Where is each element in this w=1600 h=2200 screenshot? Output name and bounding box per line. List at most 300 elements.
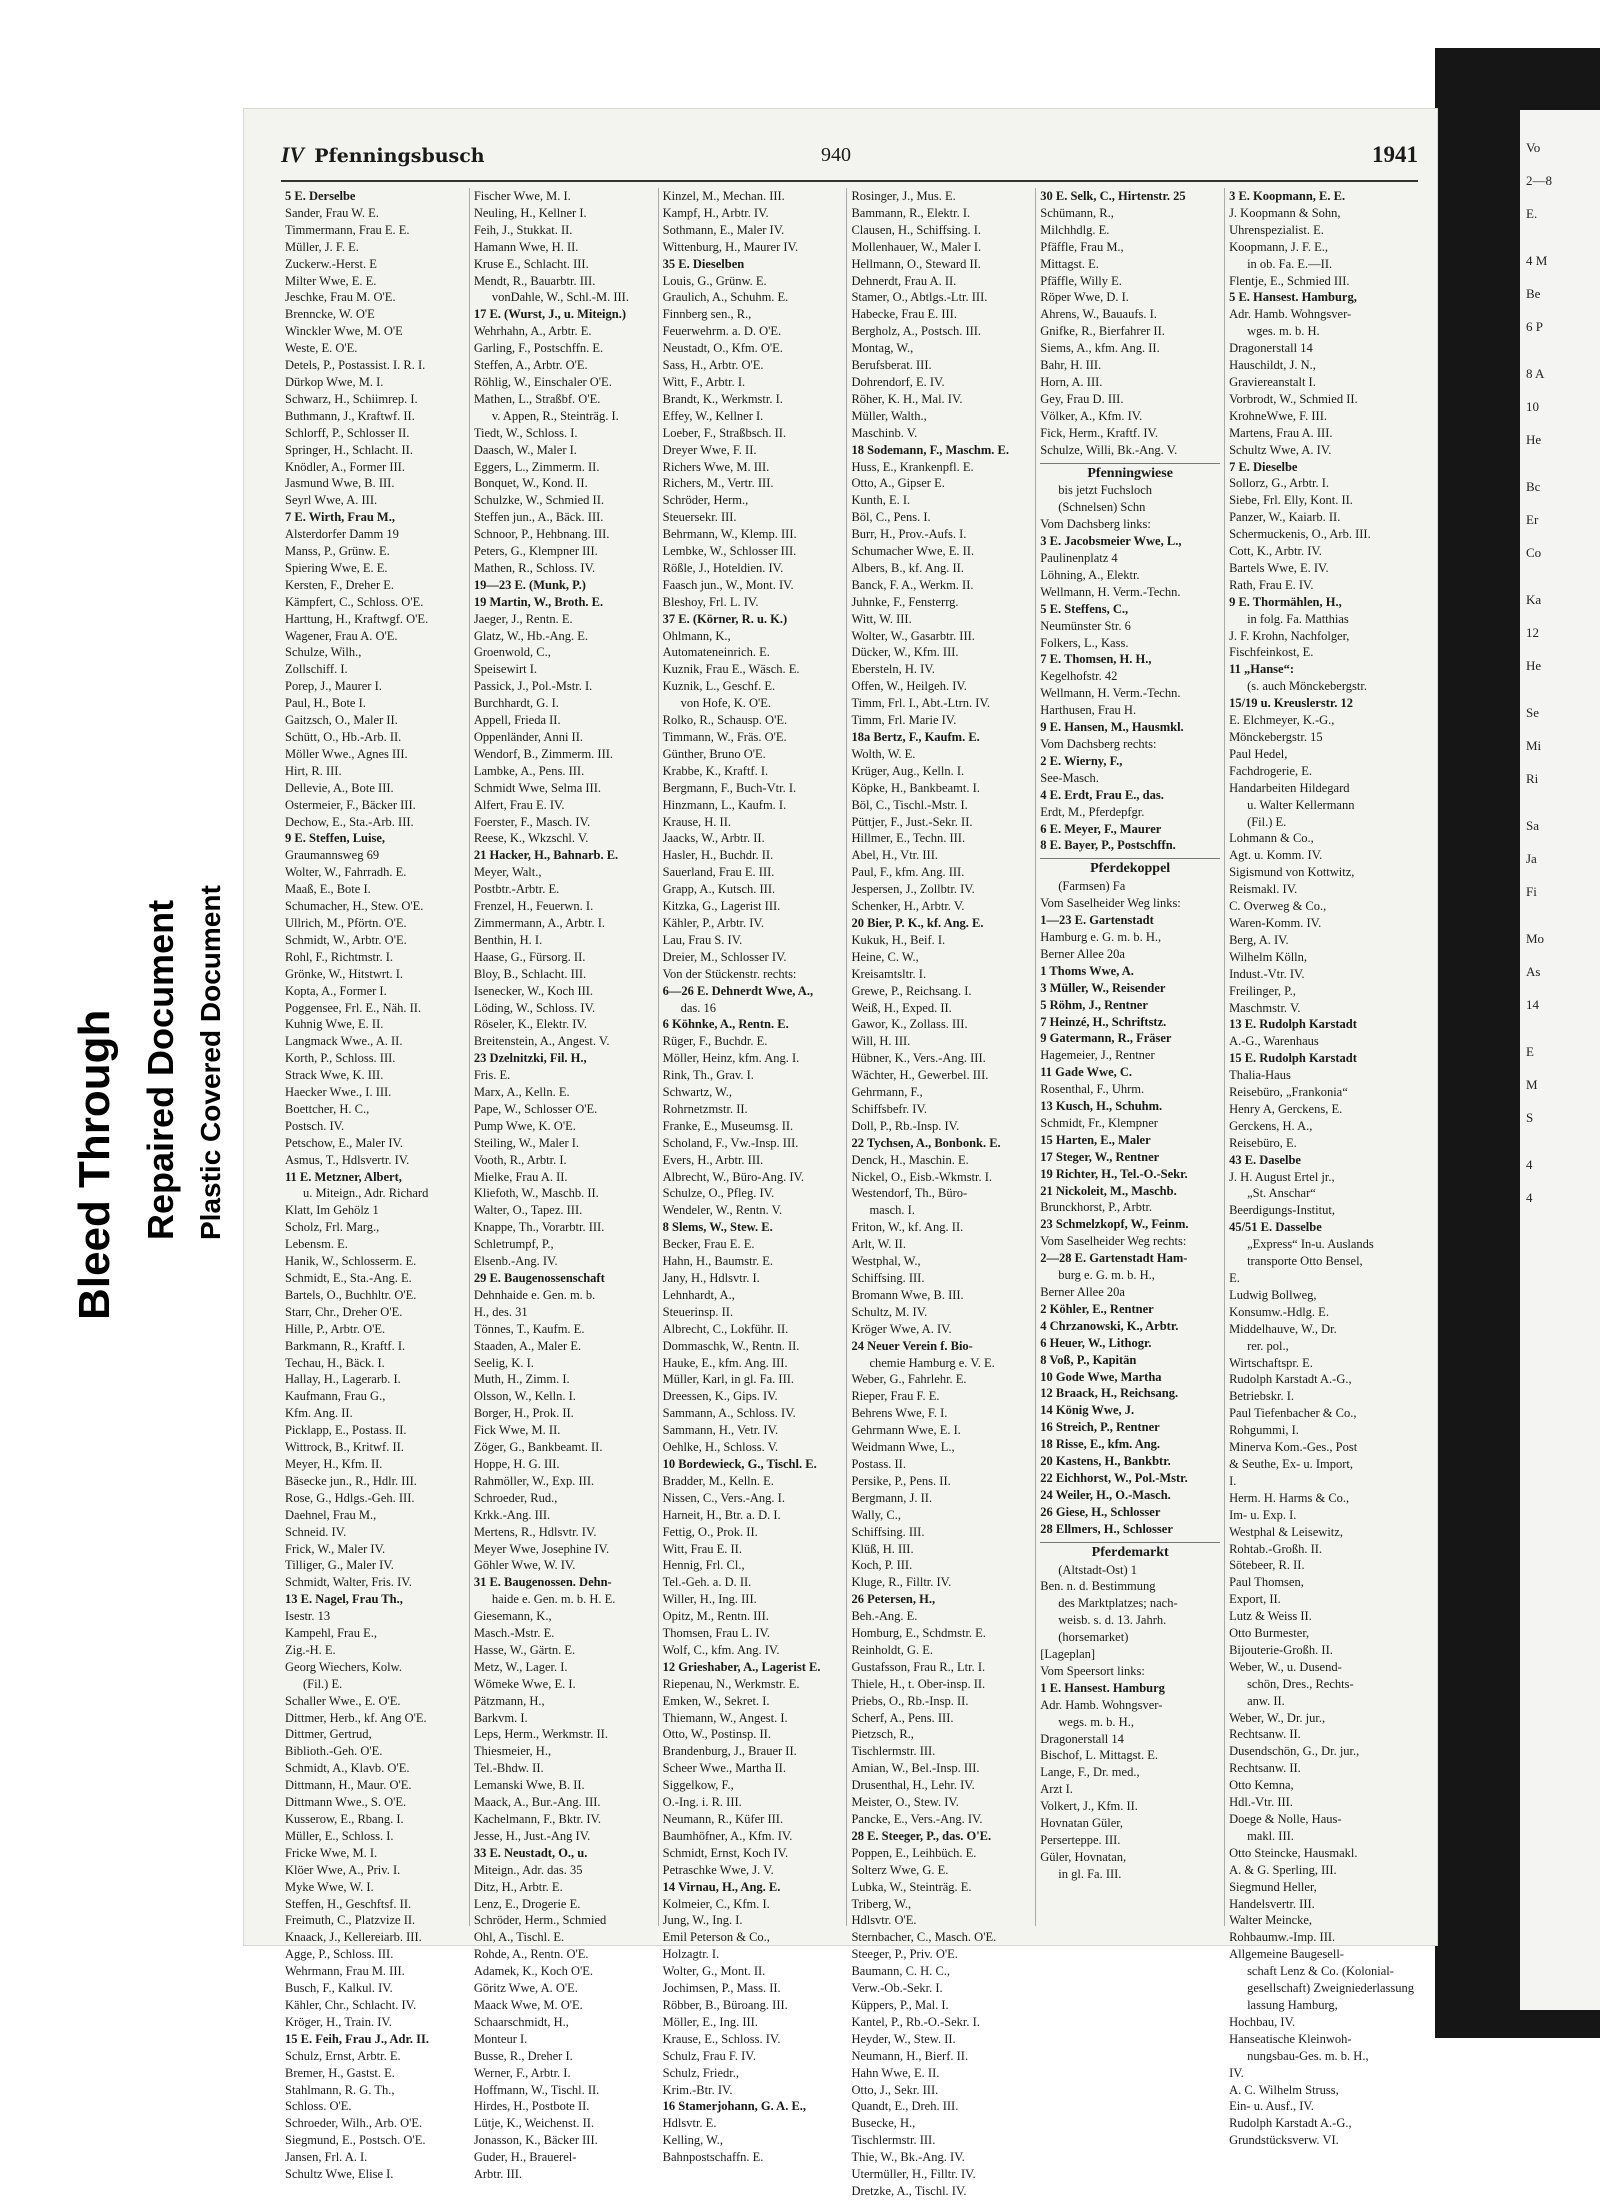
directory-entry: Dechow, E., Sta.-Arb. III. bbox=[285, 814, 414, 829]
directory-entry: (Fil.) E. bbox=[303, 1676, 343, 1691]
directory-entry: Adr. Hamb. Wohngsver- bbox=[1229, 307, 1352, 322]
directory-entry: Röher, K. H., Mal. IV. bbox=[851, 391, 963, 406]
directory-entry: Jespersen, J., Zollbtr. IV. bbox=[851, 882, 975, 897]
directory-entry: Schulzke, W., Schmied II. bbox=[473, 493, 605, 508]
directory-entry: 31 E. Baugenossen. Dehn- bbox=[473, 1575, 612, 1590]
directory-entry: Dehnhaide e. Gen. m. b. bbox=[473, 1287, 596, 1302]
directory-entry: Petschow, E., Maler IV. bbox=[285, 1135, 404, 1150]
next-page-fragment: 12 bbox=[1526, 625, 1539, 640]
directory-entry: (s. auch Mönckebergstr. bbox=[1247, 679, 1367, 694]
directory-entry: Kachelmann, F., Bktr. IV. bbox=[473, 1812, 602, 1826]
directory-entry: Erdt, M., Pferdepfgr. bbox=[1040, 804, 1145, 819]
directory-entry: Werner, F., Arbtr. I. bbox=[473, 2065, 571, 2080]
directory-entry: transporte Otto Bensel, bbox=[1247, 1254, 1363, 1269]
directory-entry: Vom Dachsberg rechts: bbox=[1040, 737, 1157, 751]
directory-entry: Mollenhauer, W., Maler I. bbox=[851, 239, 982, 254]
directory-entry: A.-G., Warenhaus bbox=[1229, 1034, 1319, 1049]
directory-entry: Otto Kemna, bbox=[1229, 1778, 1294, 1793]
directory-entry: Berufsberat. III. bbox=[851, 358, 932, 373]
directory-entry: H., des. 31 bbox=[473, 1304, 528, 1319]
directory-entry: Offen, W., Heilgeh. IV. bbox=[851, 679, 967, 694]
directory-entry: Siegmund, E., Postsch. O'E. bbox=[285, 2133, 426, 2148]
directory-entry: Effey, W., Kellner I. bbox=[662, 408, 764, 423]
directory-entry: Evers, H., Arbtr. III. bbox=[662, 1152, 764, 1167]
directory-entry: Flentje, E., Schmied III. bbox=[1229, 273, 1350, 288]
directory-entry: rer. pol., bbox=[1247, 1338, 1289, 1353]
directory-entry: Weidmann Wwe, L., bbox=[851, 1440, 955, 1455]
directory-entry: Möller, E., Ing. III. bbox=[662, 2014, 758, 2029]
directory-entry: Schnoor, P., Hehbnang. III. bbox=[473, 527, 610, 542]
directory-entry: Hagemeier, J., Rentner bbox=[1040, 1048, 1155, 1063]
directory-entry: Meyer, H., Kfm. II. bbox=[285, 1456, 383, 1471]
directory-entry: Müller, Walth., bbox=[851, 408, 927, 423]
directory-entry: Jaeger, J., Rentn. E. bbox=[473, 611, 573, 626]
directory-entry: Röbber, B., Büroang. III. bbox=[662, 1997, 788, 2012]
directory-entry: Thomsen, Frau L. IV. bbox=[662, 1626, 771, 1641]
directory-entry: Völker, A., Kfm. IV. bbox=[1040, 408, 1143, 423]
directory-entry: Kämpfert, C., Schloss. O'E. bbox=[285, 594, 424, 609]
directory-entry: Rieper, Frau F. E. bbox=[851, 1389, 940, 1404]
directory-entry: Thiele, H., t. Ober-insp. II. bbox=[851, 1676, 986, 1691]
directory-entry: 17 E. (Wurst, J., u. Miteign.) bbox=[473, 307, 627, 322]
directory-entry: Schröder, Herm., Schmied bbox=[473, 1913, 607, 1928]
directory-entry: Fischer Wwe, M. I. bbox=[473, 189, 571, 203]
directory-entry: Hoffmann, W., Tischl. II. bbox=[473, 2082, 600, 2097]
directory-entry: (Farmsen) Fa bbox=[1058, 879, 1126, 894]
directory-entry: Mertens, R., Hdlsvtr. IV. bbox=[473, 1524, 597, 1539]
directory-entry: Henry A, Gerckens, E. bbox=[1229, 1101, 1343, 1116]
column-2 bbox=[470, 188, 659, 2182]
next-page-fragment: Be bbox=[1526, 286, 1541, 301]
directory-entry: Harneit, H., Btr. a. D. I. bbox=[662, 1507, 781, 1522]
directory-entry: Zuckerw.-Herst. E bbox=[285, 256, 377, 271]
directory-entry: „St. Anschar“ bbox=[1247, 1186, 1316, 1201]
directory-entry: u. Walter Kellermann bbox=[1247, 797, 1355, 812]
label-plastic-covered: Plastic Covered Document bbox=[195, 885, 226, 1240]
directory-entry: Willer, H., Ing. III. bbox=[662, 1592, 757, 1607]
directory-entry: Reisebüro, „Frankonia“ bbox=[1229, 1085, 1348, 1100]
directory-entry: Pape, W., Schlosser O'E. bbox=[473, 1101, 598, 1116]
directory-entry: Göritz Wwe, A. O'E. bbox=[473, 1981, 578, 1996]
directory-entry: Schermuckenis, O., Arb. III. bbox=[1229, 527, 1371, 542]
directory-entry: Will, H. III. bbox=[851, 1034, 911, 1049]
directory-entry: Jany, H., Hdlsvtr. I. bbox=[662, 1271, 760, 1285]
directory-entry: Sollorz, G., Arbtr. I. bbox=[1229, 476, 1330, 491]
directory-entry: Rath, Frau E. IV. bbox=[1229, 577, 1314, 592]
directory-entry: 9 E. Hansen, M., Hausmkl. bbox=[1040, 720, 1184, 735]
directory-entry: Lau, Frau S. IV. bbox=[662, 932, 743, 947]
directory-entry: Jaacks, W., Arbtr. II. bbox=[662, 831, 765, 846]
directory-entry: 19—23 E. (Munk, P.) bbox=[473, 577, 586, 592]
directory-entry: Fachdrogerie, E. bbox=[1229, 763, 1313, 778]
directory-entry: Rose, G., Hdlgs.-Geh. III. bbox=[285, 1490, 415, 1505]
directory-entry: Glatz, W., Hb.-Ang. E. bbox=[473, 628, 589, 643]
street-heading: Pferdemarkt bbox=[1040, 1542, 1220, 1562]
next-page-fragments bbox=[1520, 138, 1600, 1207]
next-page-fragment: 8 A bbox=[1526, 366, 1545, 381]
directory-entry: Hdl.-Vtr. III. bbox=[1229, 1795, 1293, 1810]
column-6 bbox=[1225, 188, 1418, 2148]
directory-entry: Feuerwehrm. a. D. O'E. bbox=[662, 324, 782, 339]
directory-entry: Walter, O., Tapez. III. bbox=[473, 1203, 583, 1218]
directory-entry: Hauke, E., kfm. Ang. III. bbox=[662, 1355, 788, 1370]
column-3 bbox=[659, 188, 848, 2165]
directory-entry: Löhning, A., Elektr. bbox=[1040, 567, 1140, 582]
directory-entry: 8 Voß, P., Kapitän bbox=[1040, 1352, 1137, 1367]
directory-entry: Rudolph Karstadt A.-G., bbox=[1229, 2116, 1352, 2131]
directory-entry: Rohl, F., Richtmstr. I. bbox=[285, 949, 394, 964]
directory-entry: 4 Chrzanowski, K., Arbtr. bbox=[1040, 1318, 1179, 1333]
directory-entry: Habecke, Frau E. III. bbox=[851, 307, 957, 322]
directory-entry: Berner Allee 20a bbox=[1040, 946, 1125, 961]
directory-entry: Jasmund Wwe, B. III. bbox=[285, 476, 395, 491]
directory-entry: (Fil.) E. bbox=[1247, 814, 1287, 829]
directory-entry: Paul, F., kfm. Ang. III. bbox=[851, 865, 965, 880]
directory-entry: Von der Stückenstr. rechts: bbox=[662, 966, 797, 981]
directory-entry: 8 Slems, W., Stew. E. bbox=[662, 1220, 773, 1235]
directory-entry: 1 E. Hansest. Hamburg bbox=[1040, 1680, 1165, 1695]
directory-entry: Scholz, Frl. Marg., bbox=[285, 1220, 380, 1235]
directory-entry: Frick, W., Maler IV. bbox=[285, 1541, 386, 1556]
directory-entry: Huss, E., Krankenpfl. E. bbox=[851, 459, 974, 474]
directory-entry: Korth, P., Schloss. III. bbox=[285, 1051, 396, 1066]
directory-entry: Spiering Wwe, E. E. bbox=[285, 560, 388, 575]
directory-entry: Export, II. bbox=[1229, 1592, 1281, 1607]
next-page-fragment: He bbox=[1526, 432, 1542, 447]
directory-entry: Schulze, O., Pfleg. IV. bbox=[662, 1186, 775, 1201]
directory-entry: 2 E. Wierny, F., bbox=[1040, 753, 1123, 768]
directory-entry: Wellmann, H. Verm.-Techn. bbox=[1040, 584, 1181, 599]
directory-entry: 6—26 E. Dehnerdt Wwe, A., bbox=[662, 983, 814, 998]
directory-entry: 30 E. Selk, C., Hirtenstr. 25 bbox=[1040, 189, 1186, 203]
directory-entry: Emil Peterson & Co., bbox=[662, 1930, 770, 1945]
directory-entry: Drusenthal, H., Lehr. IV. bbox=[851, 1778, 975, 1793]
directory-entry: Lange, F., Dr. med., bbox=[1040, 1765, 1140, 1780]
directory-entry: Lehnhardt, A., bbox=[662, 1287, 735, 1302]
directory-entry: Hallay, H., Lagerarb. I. bbox=[285, 1372, 401, 1387]
directory-entry: Dusendschön, G., Dr. jur., bbox=[1229, 1744, 1360, 1759]
directory-entry: Nissen, C., Vers.-Ang. I. bbox=[662, 1490, 785, 1505]
directory-entry: Hauschildt, J. N., bbox=[1229, 358, 1316, 373]
directory-entry: Leps, Herm., Werkmstr. II. bbox=[473, 1727, 608, 1742]
page-header bbox=[281, 142, 1418, 176]
directory-entry: Hübner, K., Vers.-Ang. III. bbox=[851, 1051, 986, 1066]
directory-entry: Bergmann, F., Buch-Vtr. I. bbox=[662, 780, 797, 795]
directory-entry: Wolf, C., kfm. Ang. IV. bbox=[662, 1642, 780, 1657]
directory-entry: Otto, J., Sekr. III. bbox=[851, 2082, 939, 2097]
directory-entry: Dreyer Wwe, F. II. bbox=[662, 442, 757, 457]
directory-entry: Reese, K., Wkzschl. V. bbox=[473, 831, 589, 846]
directory-entry: Harthusen, Frau H. bbox=[1040, 703, 1137, 718]
directory-entry: & Seuthe, Ex- u. Import, bbox=[1229, 1456, 1354, 1471]
directory-entry: Pancke, E., Vers.-Ang. IV. bbox=[851, 1812, 983, 1826]
directory-entry: Dragonerstall 14 bbox=[1040, 1731, 1124, 1746]
directory-entry: Im- u. Exp. I. bbox=[1229, 1507, 1297, 1522]
directory-entry: Schultz, M. IV. bbox=[851, 1304, 928, 1319]
directory-entry: Schulze, Willi, Bk.-Ang. V. bbox=[1040, 442, 1178, 457]
directory-entry: Schumacher Wwe, E. II. bbox=[851, 544, 975, 559]
directory-entry: 13 E. Rudolph Karstadt bbox=[1229, 1017, 1357, 1032]
directory-entry: Weste, E. O'E. bbox=[285, 341, 358, 356]
directory-entry: 23 Schmelzkopf, W., Feinm. bbox=[1040, 1217, 1189, 1232]
section-number: IV bbox=[281, 142, 305, 167]
directory-entry: 16 Streich, P., Rentner bbox=[1040, 1420, 1160, 1435]
directory-entry: 18a Bertz, F., Kaufm. E. bbox=[851, 730, 980, 744]
directory-entry: 9 E. Thormählen, H., bbox=[1229, 594, 1342, 609]
directory-entry: Kröger, H., Train. IV. bbox=[285, 2014, 392, 2029]
directory-entry: Middelhauve, W., Dr. bbox=[1229, 1321, 1337, 1336]
directory-entry: Haecker Wwe., I. III. bbox=[285, 1085, 392, 1100]
directory-entry: schaft Lenz & Co. (Kolonial- bbox=[1247, 1964, 1394, 1979]
directory-entry: des Marktplatzes; nach- bbox=[1058, 1596, 1178, 1611]
directory-entry: Vom Speersort links: bbox=[1040, 1663, 1145, 1678]
directory-entry: 7 E. Thomsen, H. H., bbox=[1040, 652, 1152, 667]
directory-entry: Pietzsch, R., bbox=[851, 1727, 914, 1742]
directory-entry: Göhler Wwe, W. IV. bbox=[473, 1558, 576, 1573]
directory-entry: Dommaschk, W., Rentn. II. bbox=[662, 1338, 800, 1353]
directory-entry: Ahrens, W., Bauaufs. I. bbox=[1040, 307, 1157, 322]
directory-entry: Timm, Frl. Marie IV. bbox=[851, 713, 957, 728]
directory-entry: Westendorf, Th., Büro- bbox=[851, 1186, 968, 1201]
directory-entry: 5 E. Hansest. Hamburg, bbox=[1229, 290, 1357, 305]
directory-entry: Lohmann & Co., bbox=[1229, 831, 1314, 846]
directory-entry: 6 Köhnke, A., Rentn. E. bbox=[662, 1017, 789, 1032]
directory-entry: Jochimsen, P., Mass. II. bbox=[662, 1981, 781, 1996]
directory-entry: Hahn Wwe, E. II. bbox=[851, 2065, 940, 2080]
directory-entry: Ein- u. Ausf., IV. bbox=[1229, 2099, 1314, 2114]
directory-entry: Rohgummi, I. bbox=[1229, 1423, 1299, 1438]
directory-entry: Kuznik, L., Geschf. E. bbox=[662, 679, 776, 694]
directory-entry: Krim.-Btr. IV. bbox=[662, 2082, 733, 2097]
directory-entry: Freimuth, C., Platzvize II. bbox=[285, 1913, 416, 1928]
directory-entry: Schloss. O'E. bbox=[285, 2099, 352, 2114]
directory-entry: Pump Wwe, K. O'E. bbox=[473, 1118, 576, 1133]
directory-entry: Kfm. Ang. II. bbox=[285, 1406, 353, 1421]
directory-entry: Pätzmann, H., bbox=[473, 1693, 545, 1708]
directory-entry: Feih, J., Stukkat. II. bbox=[473, 222, 573, 237]
directory-entry: Nickel, O., Eisb.-Wkmstr. I. bbox=[851, 1169, 993, 1184]
directory-entry: Gehrmann Wwe, E. I. bbox=[851, 1423, 961, 1438]
directory-entry: Bonquet, W., Kond. II. bbox=[473, 476, 588, 491]
directory-entry: 45/51 E. Dasselbe bbox=[1229, 1220, 1322, 1235]
directory-entry: Röhlig, W., Einschaler O'E. bbox=[473, 374, 612, 389]
directory-entry: Schmidt, Ernst, Koch IV. bbox=[662, 1845, 789, 1860]
directory-entry: Meyer, Walt., bbox=[473, 865, 542, 880]
directory-entry: Meyer Wwe, Josephine IV. bbox=[473, 1541, 610, 1556]
directory-entry: 35 E. Dieselben bbox=[662, 256, 745, 271]
directory-entry: Schümann, R., bbox=[1040, 205, 1114, 220]
directory-entry: Sötebeer, R. II. bbox=[1229, 1558, 1305, 1573]
directory-entry: Dehnerdt, Frau A. II. bbox=[851, 273, 957, 288]
directory-entry: Walter Meincke, bbox=[1229, 1913, 1313, 1928]
directory-entry: 10 Bordewieck, G., Tischl. E. bbox=[662, 1456, 817, 1471]
directory-entry: Dreessen, K., Gips. IV. bbox=[662, 1389, 778, 1404]
directory-entry: Tilliger, G., Maler IV. bbox=[285, 1558, 394, 1573]
directory-entry: Behrmann, W., Klemp. III. bbox=[662, 527, 797, 542]
directory-entry: Adr. Hamb. Wohngsver- bbox=[1040, 1697, 1163, 1712]
directory-entry: 5 Röhm, J., Rentner bbox=[1040, 997, 1148, 1012]
directory-entry: Heine, C. W., bbox=[851, 949, 919, 964]
directory-entry: Elsenb.-Ang. IV. bbox=[473, 1254, 558, 1269]
directory-entry: Koch, P. III. bbox=[851, 1558, 913, 1573]
directory-entry: Tiedt, W., Schloss. I. bbox=[473, 425, 578, 440]
street-title: Pfenningsbusch bbox=[314, 145, 485, 167]
directory-entry: 37 E. (Körner, R. u. K.) bbox=[662, 611, 788, 626]
directory-entry: Ditz, H., Arbtr. E. bbox=[473, 1879, 563, 1894]
directory-entry: Otto, W., Postinsp. II. bbox=[662, 1727, 771, 1742]
next-page-fragment: Vo bbox=[1526, 140, 1541, 155]
header-left bbox=[281, 142, 485, 168]
directory-entry: Krause, H. II. bbox=[662, 814, 732, 829]
directory-entry: Staaden, A., Maler E. bbox=[473, 1338, 582, 1353]
directory-entry: Tönnes, T., Kaufm. E. bbox=[473, 1321, 585, 1336]
directory-entry: Brandenburg, J., Brauer II. bbox=[662, 1744, 797, 1759]
directory-entry: 7 Heinzé, H., Schriftstz. bbox=[1040, 1014, 1167, 1029]
directory-entry: Milchhdlg. E. bbox=[1040, 222, 1110, 237]
directory-entry: masch. I. bbox=[869, 1203, 915, 1218]
directory-entry: Tischlermstr. III. bbox=[851, 1744, 936, 1759]
directory-entry: J. H. August Ertel jr., bbox=[1229, 1169, 1335, 1184]
directory-entry: wges. m. b. H. bbox=[1247, 324, 1320, 339]
directory-entry: Schenker, H., Arbtr. V. bbox=[851, 899, 965, 914]
directory-entry: chemie Hamburg e. V. E. bbox=[869, 1355, 995, 1370]
next-page-edge bbox=[1520, 110, 1600, 2010]
directory-entry: v. Appen, R., Steinträg. I. bbox=[491, 408, 619, 423]
directory-entry: Günther, Bruno O'E. bbox=[662, 746, 766, 761]
directory-entry: Köpke, H., Bankbeamt. I. bbox=[851, 780, 980, 795]
directory-entry: Busecke, H., bbox=[851, 2116, 916, 2131]
directory-entry: Reisebüro, E. bbox=[1229, 1135, 1297, 1150]
directory-entry: 26 Petersen, H., bbox=[851, 1592, 936, 1607]
directory-entry: Thiesmeier, H., bbox=[473, 1744, 552, 1759]
directory-entry: Knappe, Th., Vorarbtr. III. bbox=[473, 1220, 605, 1235]
directory-entry: Ohlmann, K., bbox=[662, 628, 731, 643]
directory-entry: Steuerinsp. II. bbox=[662, 1304, 734, 1319]
directory-entry: Minerva Kom.-Ges., Post bbox=[1229, 1440, 1358, 1455]
directory-entry: Panzer, W., Kaiarb. II. bbox=[1229, 510, 1341, 525]
directory-entry: Garling, F., Postschffn. E. bbox=[473, 341, 604, 356]
directory-entry: 22 Tychsen, A., Bonbonk. E. bbox=[851, 1135, 1001, 1150]
directory-entry: Dittmer, Herb., kf. Ang O'E. bbox=[285, 1710, 427, 1725]
directory-entry: Daehnel, Frau M., bbox=[285, 1507, 377, 1522]
directory-entry: Stahlmann, R. G. Th., bbox=[285, 2082, 395, 2097]
directory-entry: Steiling, W., Maler I. bbox=[473, 1135, 580, 1150]
directory-entry: Wagener, Frau A. O'E. bbox=[285, 628, 398, 643]
directory-entry: Dragonerstall 14 bbox=[1229, 341, 1313, 356]
directory-entry: Oehlke, H., Schloss. V. bbox=[662, 1440, 779, 1455]
directory-entry: Dellevie, A., Bote III. bbox=[285, 780, 394, 795]
directory-entry: Kähler, P., Arbtr. IV. bbox=[662, 915, 764, 930]
directory-entry: Brenncke, W. O'E bbox=[285, 307, 375, 322]
directory-entry: Bijouterie-Großh. II. bbox=[1229, 1642, 1333, 1657]
directory-entry: Alsterdorfer Damm 19 bbox=[285, 527, 399, 542]
directory-entry: 18 Sodemann, F., Maschm. E. bbox=[851, 442, 1009, 457]
directory-entry: Knödler, A., Former III. bbox=[285, 459, 405, 474]
next-page-fragment: 2—8 bbox=[1526, 173, 1552, 188]
directory-entry: Busse, R., Dreher I. bbox=[473, 2048, 573, 2063]
directory-entry: 15/19 u. Kreuslerstr. 12 bbox=[1229, 696, 1354, 711]
next-page-fragment: Se bbox=[1526, 705, 1539, 720]
directory-entry: Postass. II. bbox=[851, 1456, 906, 1471]
directory-entry: Louis, G., Grünw. E. bbox=[662, 273, 767, 288]
directory-entry: 23 Dzelnitzki, Fil. H., bbox=[473, 1051, 587, 1066]
directory-entry: Adamek, K., Koch O'E. bbox=[473, 1964, 594, 1979]
directory-entry: 5 E. Derselbe bbox=[285, 189, 356, 203]
directory-entry: Lembke, W., Schlosser III. bbox=[662, 544, 797, 559]
directory-entry: Rolko, R., Schausp. O'E. bbox=[662, 713, 788, 728]
label-bleed-through: Bleed Through bbox=[70, 1009, 119, 1320]
directory-entry: Appell, Frieda II. bbox=[473, 713, 561, 728]
directory-entry: Indust.-Vtr. IV. bbox=[1229, 966, 1305, 981]
directory-entry: Paul, H., Bote I. bbox=[285, 696, 366, 711]
street-heading: Pferdekoppel bbox=[1040, 858, 1220, 878]
directory-entry: Steeger, P., Priv. O'E. bbox=[851, 1947, 958, 1962]
directory-entry: Dretzke, A., Tischl. IV. bbox=[851, 2183, 967, 2198]
directory-entry: 3 Müller, W., Reisender bbox=[1040, 980, 1166, 995]
directory-entry: Fris. E. bbox=[473, 1068, 511, 1083]
directory-entry: Dücker, W., Kfm. III. bbox=[851, 645, 959, 660]
directory-entry: Hille, P., Arbtr. O'E. bbox=[285, 1321, 386, 1336]
directory-entry: Timmann, W., Fräs. O'E. bbox=[662, 730, 787, 744]
directory-entry: Kopta, A., Former I. bbox=[285, 983, 387, 998]
directory-entry: Poppen, E., Leihbüch. E. bbox=[851, 1845, 977, 1860]
next-page-fragment: Co bbox=[1526, 545, 1542, 560]
directory-entry: Jonasson, K., Bäcker III. bbox=[473, 2133, 598, 2148]
directory-entry: 24 Weiler, H., O.-Masch. bbox=[1040, 1487, 1171, 1502]
directory-entry: Röper Wwe, D. I. bbox=[1040, 290, 1129, 305]
directory-entry: Faasch jun., W., Mont. IV. bbox=[662, 577, 794, 592]
directory-entry: in folg. Fa. Matthias bbox=[1247, 611, 1349, 626]
directory-entry: 26 Giese, H., Schlosser bbox=[1040, 1504, 1161, 1519]
directory-entry: Arzt I. bbox=[1040, 1782, 1073, 1797]
directory-entry: 8 E. Bayer, P., Postschffn. bbox=[1040, 838, 1176, 853]
directory-entry: E. bbox=[1229, 1271, 1240, 1285]
directory-entry: Wächter, H., Gewerbel. III. bbox=[851, 1068, 989, 1083]
directory-entry: A. C. Wilhelm Struss, bbox=[1229, 2082, 1339, 2097]
directory-entry: Jung, W., Ing. I. bbox=[662, 1913, 743, 1928]
directory-entry: Schulze, Wilh., bbox=[285, 645, 362, 660]
directory-entry: Borger, H., Prok. II. bbox=[473, 1406, 574, 1421]
directory-entry: Kluge, R., Filltr. IV. bbox=[851, 1575, 952, 1590]
directory-entry: Daasch, W., Maler I. bbox=[473, 442, 577, 457]
directory-entry: Brunckhorst, P., Arbtr. bbox=[1040, 1200, 1153, 1215]
column-1 bbox=[281, 188, 470, 2182]
directory-entry: Kunth, E. I. bbox=[851, 493, 911, 508]
next-page-fragment: M bbox=[1526, 1077, 1538, 1092]
directory-entry: Foerster, F., Masch. IV. bbox=[473, 814, 591, 829]
directory-entry: 28 E. Steeger, P., das. O'E. bbox=[851, 1828, 992, 1843]
directory-entry: Loeber, F., Straßbsch. II. bbox=[662, 425, 787, 440]
directory-entry: Peters, G., Klempner III. bbox=[473, 544, 598, 559]
directory-entry: Fricke Wwe, M. I. bbox=[285, 1845, 378, 1860]
directory-entry: Scholand, F., Vw.-Insp. III. bbox=[662, 1135, 799, 1150]
directory-entry: Sothmann, E., Maler IV. bbox=[662, 222, 785, 237]
directory-entry: 9 Gatermann, R., Fräser bbox=[1040, 1031, 1172, 1046]
directory-entry: 2 Köhler, E., Rentner bbox=[1040, 1301, 1154, 1316]
page-number: 940 bbox=[821, 144, 851, 166]
directory-entry: Persike, P., Pens. II. bbox=[851, 1473, 951, 1488]
directory-entry: Handelsvertr. III. bbox=[1229, 1896, 1315, 1911]
directory-entry: Rosinger, J., Mus. E. bbox=[851, 189, 956, 203]
directory-entry: Allgemeine Baugesell- bbox=[1229, 1947, 1344, 1962]
directory-entry: Maaß, E., Bote I. bbox=[285, 882, 371, 897]
next-page-fragment: Mo bbox=[1526, 931, 1545, 946]
directory-entry: Gaitzsch, O., Maler II. bbox=[285, 713, 398, 728]
directory-entry: Steffen, H., Geschftsf. II. bbox=[285, 1896, 412, 1911]
directory-entry: Bleshoy, Frl. L. IV. bbox=[662, 594, 759, 609]
directory-entry: Schroeder, Rud., bbox=[473, 1490, 558, 1505]
directory-entry: Rohde, A., Rentn. O'E. bbox=[473, 1947, 589, 1962]
